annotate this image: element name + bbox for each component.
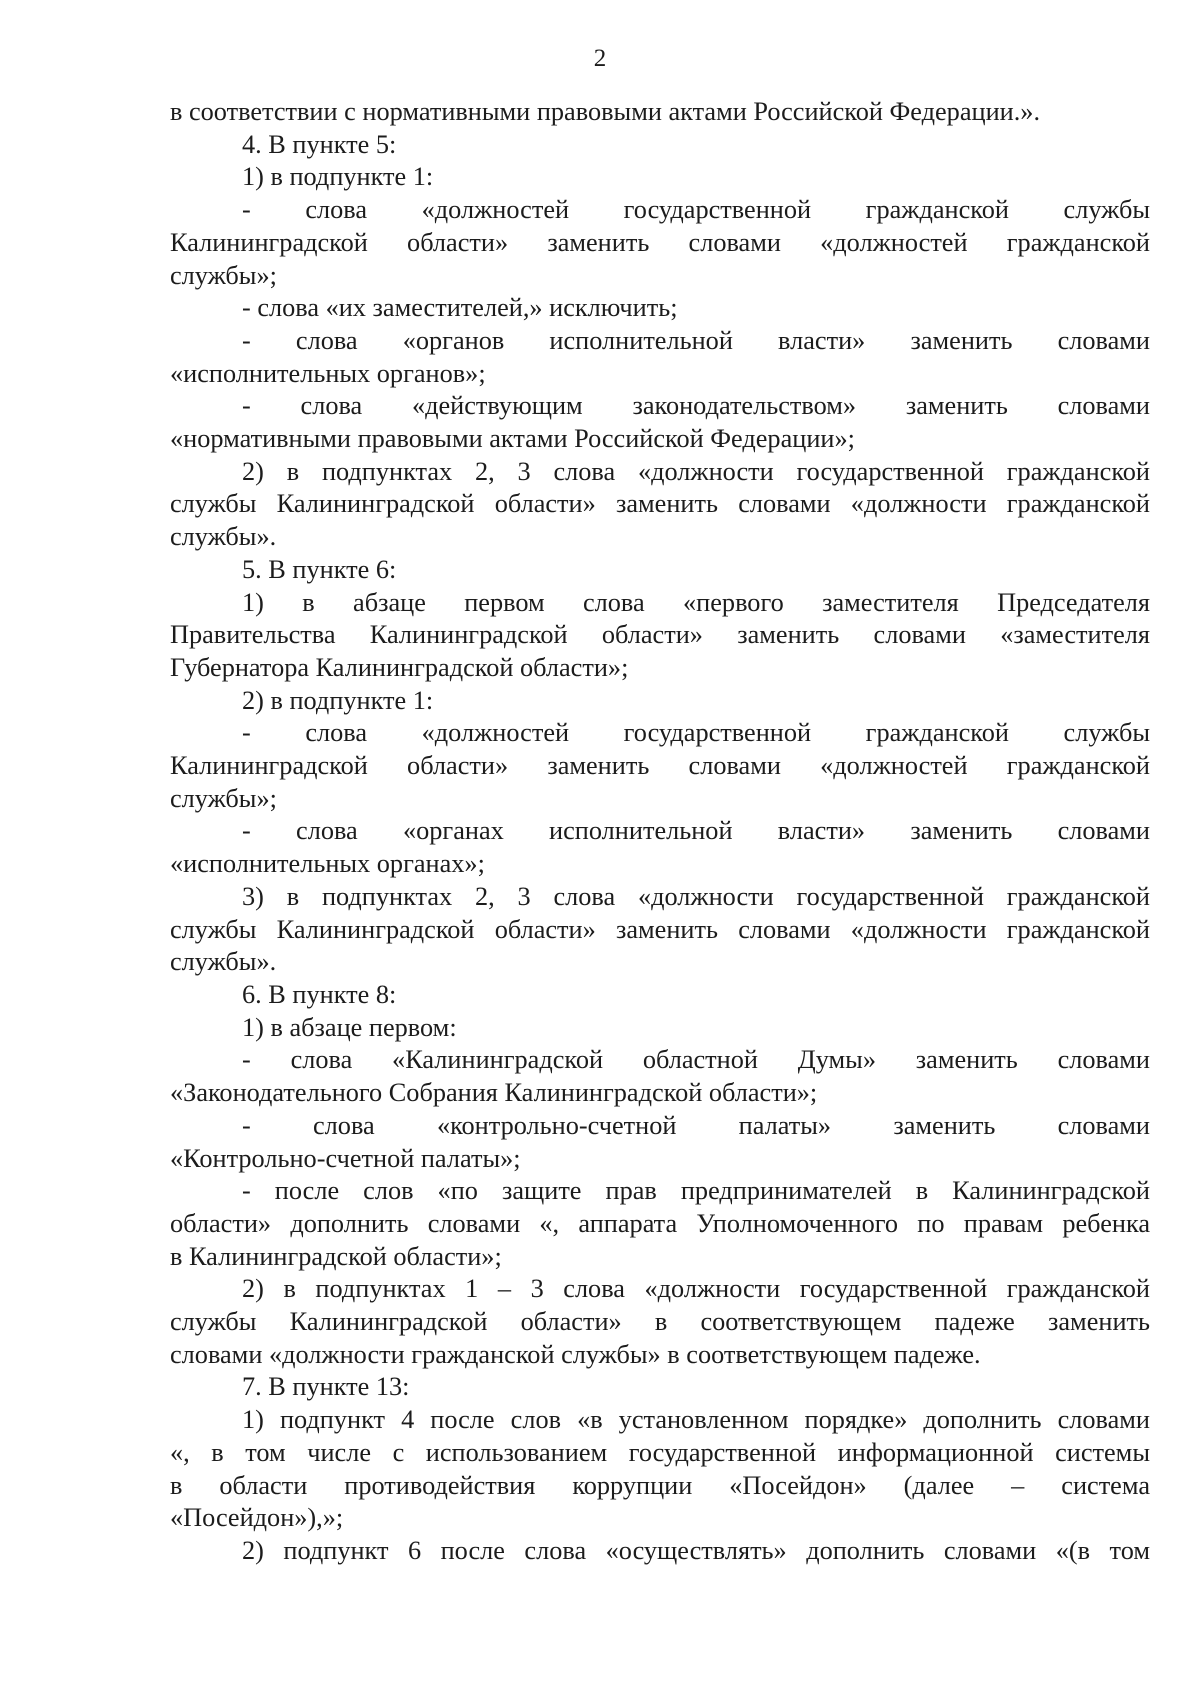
text-line: 6. В пункте 8: bbox=[242, 979, 397, 1009]
text-line: - слова «Калининградской областной Думы» заменить словами bbox=[242, 1045, 1150, 1075]
text-line: Калининградской области» заменить словами «должностей гражданской bbox=[170, 227, 1150, 257]
text-line: 4. В пункте 5: bbox=[242, 129, 397, 159]
text-line: «Законодательного Собрания Калининградской области»; bbox=[170, 1078, 818, 1108]
text-line: - слова «органах исполнительной власти» заменить словами bbox=[242, 816, 1150, 846]
text-line: - слова «должностей государственной гражданской службы bbox=[242, 195, 1150, 225]
text-line: - слова «должностей государственной гражданской службы bbox=[242, 718, 1150, 748]
text-line: 2) в подпункте 1: bbox=[242, 685, 434, 715]
text-line: 1) в подпункте 1: bbox=[242, 162, 434, 192]
text-line: - слова «действующим законодательством» заменить словами bbox=[242, 391, 1150, 421]
text-line: 1) подпункт 4 после слов «в установленном порядке» дополнить словами bbox=[242, 1405, 1150, 1435]
text-line: «, в том числе с использованием государственной информационной системы bbox=[170, 1437, 1150, 1467]
text-line: 2) подпункт 6 после слова «осуществлять» дополнить словами «(в том bbox=[242, 1535, 1150, 1565]
text-line: 7. В пункте 13: bbox=[242, 1372, 410, 1402]
text-line: службы». bbox=[170, 522, 277, 552]
text-line: в Калининградской области»; bbox=[170, 1241, 502, 1271]
text-line: 1) в абзаце первом: bbox=[242, 1012, 457, 1042]
text-line: службы»; bbox=[170, 260, 277, 290]
document-body bbox=[170, 96, 1150, 1568]
text-line: - слова «их заместителей,» исключить; bbox=[242, 293, 678, 323]
text-line: «исполнительных органах»; bbox=[170, 849, 485, 879]
text-line: - слова «органов исполнительной власти» заменить словами bbox=[242, 325, 1150, 355]
text-line: службы». bbox=[170, 947, 277, 977]
text-line: в области противодействия коррупции «Посейдон» (далее – система bbox=[170, 1470, 1150, 1500]
text-line: - после слов «по защите прав предпринимателей в Калининградской bbox=[242, 1176, 1150, 1206]
text-line: «исполнительных органов»; bbox=[170, 358, 486, 388]
text-line: 5. В пункте 6: bbox=[242, 554, 397, 584]
text-line: - слова «контрольно-счетной палаты» заменить словами bbox=[242, 1110, 1150, 1140]
text-line: Губернатора Калининградской области»; bbox=[170, 652, 629, 682]
text-line: словами «должности гражданской службы» в соответствующем падеже. bbox=[170, 1339, 981, 1369]
text-line: службы Калининградской области» заменить словами «должности гражданской bbox=[170, 914, 1150, 944]
text-line: «нормативными правовыми актами Российской Федерации»; bbox=[170, 424, 855, 454]
text-line: 2) в подпунктах 2, 3 слова «должности государственной гражданской bbox=[242, 456, 1150, 486]
text-line: службы Калининградской области» заменить словами «должности гражданской bbox=[170, 489, 1150, 519]
text-line: Правительства Калининградской области» заменить словами «заместителя bbox=[170, 620, 1150, 650]
text-line: 3) в подпунктах 2, 3 слова «должности государственной гражданской bbox=[242, 881, 1150, 911]
page-number: 2 bbox=[593, 45, 607, 72]
text-line: службы»; bbox=[170, 783, 277, 813]
text-line: области» дополнить словами «, аппарата Уполномоченного по правам ребенка bbox=[170, 1208, 1150, 1238]
text-line: 1) в абзаце первом слова «первого заместителя Председателя bbox=[242, 587, 1150, 617]
text-line: службы Калининградской области» в соответствующем падеже заменить bbox=[170, 1307, 1150, 1337]
text-line: в соответствии с нормативными правовыми актами Российской Федерации.». bbox=[170, 97, 1041, 126]
text-line: «Посейдон»),»; bbox=[170, 1503, 344, 1533]
text-line: 2) в подпунктах 1 – 3 слова «должности государственной гражданской bbox=[242, 1274, 1150, 1304]
text-line: Калининградской области» заменить словами «должностей гражданской bbox=[170, 751, 1150, 781]
text-line: «Контрольно-счетной палаты»; bbox=[170, 1143, 521, 1173]
